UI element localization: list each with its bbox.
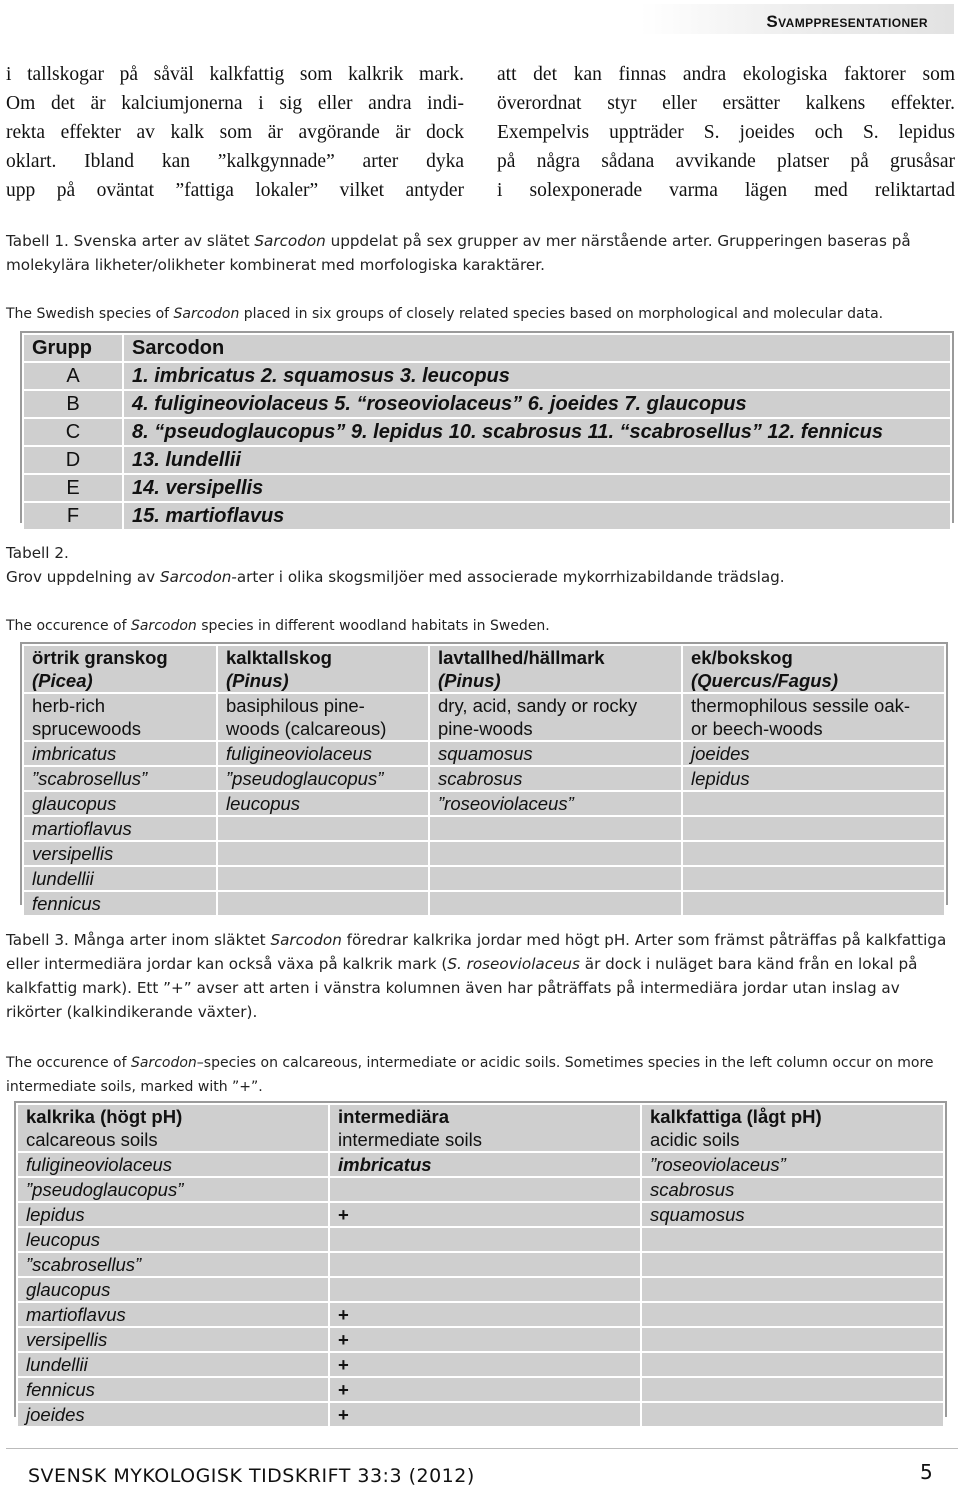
header-line: (Quercus/Fagus) — [691, 670, 838, 691]
table-row — [17, 1377, 944, 1402]
table1-caption-sv — [6, 229, 958, 277]
header-line: kalkrika (högt pH) — [26, 1106, 183, 1127]
subheader-line: sprucewoods — [32, 718, 142, 739]
species-cell: joeides — [682, 741, 945, 766]
group-cell: B — [23, 390, 123, 418]
caption-text: Grov uppdelning av — [6, 568, 160, 586]
header-cell — [641, 1104, 944, 1152]
species-cell: 14. versipellis — [123, 474, 951, 502]
subheader-line: herb-rich — [32, 695, 105, 716]
subheader-line: woods (calcareous) — [226, 718, 387, 739]
species-cell: 4. fuligineoviolaceus 5. “roseoviolaceus” 6. joeides 7. glaucopus — [123, 390, 951, 418]
body-line: rekta effekter av kalk som är avgörande är dock — [6, 122, 464, 143]
table-row — [17, 1277, 944, 1302]
header-line: acidic soils — [650, 1129, 740, 1150]
section-header-bar — [640, 4, 954, 34]
species-cell — [682, 791, 945, 816]
caption-text: -arter i olika skogsmiljöer med associerade mykorrhizabildande trädslag. — [231, 568, 785, 586]
table-row — [17, 1227, 944, 1252]
header-cell — [329, 1104, 641, 1152]
body-line: överordnat styr eller ersätter kalkens effekter. — [497, 93, 955, 114]
species-cell: fuligineoviolaceus — [217, 741, 429, 766]
plus-cell: + — [329, 1327, 641, 1352]
table-row — [17, 1252, 944, 1277]
species-cell: 1. imbricatus 2. squamosus 3. leucopus — [123, 362, 951, 390]
caption-body — [6, 565, 958, 589]
table-subheader-row — [23, 693, 945, 741]
caption-species: S. roseoviolaceus — [447, 955, 580, 973]
caption-text: The occurence of — [6, 618, 131, 634]
plus-cell: + — [329, 1352, 641, 1377]
table1-groups — [20, 331, 954, 527]
page-number: 5 — [920, 1460, 933, 1484]
species-cell — [429, 866, 682, 891]
header-line: calcareous soils — [26, 1129, 158, 1150]
subheader-cell — [682, 693, 945, 741]
table2-caption-sv — [6, 541, 958, 589]
species-cell: scabrosus — [641, 1177, 944, 1202]
group-cell: A — [23, 362, 123, 390]
table3-soils — [14, 1101, 947, 1425]
species-cell — [641, 1377, 944, 1402]
species-cell: fennicus — [17, 1377, 329, 1402]
species-cell: lepidus — [17, 1202, 329, 1227]
species-cell: ”roseoviolaceus” — [641, 1152, 944, 1177]
species-cell — [217, 891, 429, 916]
subheader-line: or beech-woods — [691, 718, 823, 739]
species-cell: lundellii — [23, 866, 217, 891]
table-row — [23, 502, 951, 530]
plus-cell — [329, 1177, 641, 1202]
plus-cell: + — [329, 1377, 641, 1402]
species-cell — [641, 1352, 944, 1377]
table-row — [17, 1402, 944, 1427]
table-row — [17, 1202, 944, 1227]
subheader-cell — [429, 693, 682, 741]
header-line: örtrik granskog — [32, 647, 168, 668]
header-cell: Sarcodon — [123, 334, 951, 362]
species-cell: lepidus — [682, 766, 945, 791]
header-line: intermediära — [338, 1106, 450, 1127]
body-line: på några sådana avvikande platser på grusåsar — [497, 151, 955, 172]
species-cell: fennicus — [23, 891, 217, 916]
species-cell: glaucopus — [23, 791, 217, 816]
plus-cell — [329, 1277, 641, 1302]
table-row — [23, 891, 945, 916]
caption-text: föredrar kalkrika jordar med högt pH. Arter som främst påträffas på kalkfattiga eller intermediära jordar kan också växa på kalkrik mark ( — [6, 931, 947, 973]
species-cell: imbricatus — [23, 741, 217, 766]
plus-cell — [329, 1227, 641, 1252]
table1-grid — [22, 333, 952, 531]
table-row — [23, 446, 951, 474]
table-row — [17, 1177, 944, 1202]
table-row — [23, 474, 951, 502]
species-cell: lundellii — [17, 1352, 329, 1377]
header-line: intermediate soils — [338, 1129, 482, 1150]
table-row — [23, 841, 945, 866]
species-cell: ”scabrosellus” — [23, 766, 217, 791]
species-cell — [217, 866, 429, 891]
species-cell: glaucopus — [17, 1277, 329, 1302]
caption-genus: Sarcodon — [270, 931, 342, 949]
table-row — [17, 1152, 944, 1177]
species-cell — [429, 841, 682, 866]
species-cell: fuligineoviolaceus — [17, 1152, 329, 1177]
subheader-line: dry, acid, sandy or rocky — [438, 695, 638, 716]
body-text-right-column — [497, 60, 955, 205]
body-line: upp på oväntat ”fattiga lokaler” vilket antyder — [6, 180, 464, 201]
header-cell — [682, 645, 945, 693]
subheader-cell — [217, 693, 429, 741]
header-line: lavtallhed/hällmark — [438, 647, 605, 668]
species-cell: joeides — [17, 1402, 329, 1427]
species-cell: imbricatus — [329, 1152, 641, 1177]
caption-text: uppdelat på sex grupper av mer närstående arter. Grupperingen baseras på molekylära likheter/olikheter kombinerat med morfologiska karaktärer. — [6, 232, 911, 274]
table-row — [17, 1352, 944, 1377]
caption-genus: Sarcodon — [130, 1055, 197, 1071]
header-line: (Pinus) — [226, 670, 289, 691]
header-line: kalktallskog — [226, 647, 332, 668]
header-cell — [429, 645, 682, 693]
footer-divider — [6, 1448, 958, 1449]
species-cell — [682, 841, 945, 866]
species-cell — [641, 1252, 944, 1277]
species-cell: leucopus — [217, 791, 429, 816]
caption-text: species in different woodland habitats in Sweden. — [196, 618, 550, 634]
table2-grid — [22, 644, 946, 917]
table-row — [17, 1327, 944, 1352]
plus-cell: + — [329, 1202, 641, 1227]
caption-genus: Sarcodon — [173, 306, 240, 322]
plus-cell: + — [329, 1402, 641, 1427]
table-row — [23, 390, 951, 418]
species-cell — [682, 866, 945, 891]
body-line: i solexponerade varma lägen med reliktartad — [497, 180, 955, 201]
species-cell: versipellis — [23, 841, 217, 866]
table-row — [23, 741, 945, 766]
body-line: i tallskogar på såväl kalkfattig som kalkrik mark. — [6, 64, 464, 85]
caption-text: The occurence of — [6, 1055, 131, 1071]
caption-text: placed in six groups of closely related species based on morphological and molecular data. — [239, 306, 884, 322]
group-cell: C — [23, 418, 123, 446]
header-line: kalkfattiga (lågt pH) — [650, 1106, 822, 1127]
species-cell: squamosus — [641, 1202, 944, 1227]
table3-grid — [16, 1103, 945, 1428]
species-cell — [641, 1302, 944, 1327]
species-cell — [217, 841, 429, 866]
plus-cell: + — [329, 1302, 641, 1327]
group-cell: F — [23, 502, 123, 530]
species-cell: martioflavus — [17, 1302, 329, 1327]
species-cell: ”scabrosellus” — [17, 1252, 329, 1277]
table-row — [23, 418, 951, 446]
caption-text: –species on calcareous, intermediate or acidic soils. Sometimes species in the left column occur on more intermediate soils, marked with ”+”. — [6, 1055, 934, 1095]
subheader-line: pine-woods — [438, 718, 533, 739]
table-row — [23, 866, 945, 891]
species-cell: 15. martioflavus — [123, 502, 951, 530]
species-cell — [641, 1402, 944, 1427]
header-cell: Grupp — [23, 334, 123, 362]
table-row — [17, 1302, 944, 1327]
journal-citation: SVENSK MYKOLOGISK TIDSKRIFT 33:3 (2012) — [28, 1465, 475, 1487]
caption-genus: Sarcodon — [130, 618, 197, 634]
header-line: (Pinus) — [438, 670, 501, 691]
header-cell — [23, 645, 217, 693]
body-text-left-column — [6, 60, 464, 205]
species-cell: 13. lundellii — [123, 446, 951, 474]
species-cell: 8. “pseudoglaucopus” 9. lepidus 10. scabrosus 11. “scabrosellus” 12. fennicus — [123, 418, 951, 446]
species-cell — [217, 816, 429, 841]
table-row — [23, 816, 945, 841]
table1-caption-en — [6, 302, 958, 326]
caption-genus: Sarcodon — [159, 568, 232, 586]
species-cell — [641, 1277, 944, 1302]
table2-habitats — [20, 642, 948, 914]
caption-text: är dock i nuläget bara känd från en lokal på kalkfattig mark). Ett ”+” avser att arten i vänstra kolumnen även har påträffats på intermediära jordar utan inslag av rikörter (kalkindikerande växter). — [6, 955, 918, 1021]
table-row — [23, 791, 945, 816]
species-cell — [641, 1227, 944, 1252]
body-line: Om det är kalciumjonerna i sig eller andra indi- — [6, 93, 464, 114]
table-row — [23, 362, 951, 390]
species-cell — [682, 816, 945, 841]
group-cell: D — [23, 446, 123, 474]
section-title: Svamppresentationer — [766, 12, 928, 31]
species-cell: squamosus — [429, 741, 682, 766]
group-cell: E — [23, 474, 123, 502]
table-header-row — [23, 334, 951, 362]
subheader-cell — [23, 693, 217, 741]
species-cell: versipellis — [17, 1327, 329, 1352]
species-cell: scabrosus — [429, 766, 682, 791]
table-header-row — [23, 645, 945, 693]
caption-genus: Sarcodon — [254, 232, 326, 250]
species-cell: ”pseudoglaucopus” — [217, 766, 429, 791]
table2-caption-en — [6, 614, 958, 638]
header-cell — [217, 645, 429, 693]
table-header-row — [17, 1104, 944, 1152]
body-line: oklart. Ibland kan ”kalkgynnade” arter dyka — [6, 151, 464, 172]
species-cell — [641, 1327, 944, 1352]
plus-cell — [329, 1252, 641, 1277]
species-cell: leucopus — [17, 1227, 329, 1252]
body-line: att det kan finnas andra ekologiska faktorer som — [497, 64, 955, 85]
header-cell — [17, 1104, 329, 1152]
caption-text: Tabell 1. Svenska arter av slätet — [6, 232, 255, 250]
species-cell: ”pseudoglaucopus” — [17, 1177, 329, 1202]
caption-text: Tabell 3. Många arter inom släktet — [6, 931, 271, 949]
table3-caption-en — [6, 1051, 958, 1099]
species-cell: ”roseoviolaceus” — [429, 791, 682, 816]
header-line: (Picea) — [32, 670, 93, 691]
species-cell: martioflavus — [23, 816, 217, 841]
species-cell — [429, 891, 682, 916]
table-row — [23, 766, 945, 791]
caption-text: The Swedish species of — [6, 306, 174, 322]
caption-title: Tabell 2. — [6, 544, 69, 562]
table3-caption-sv — [6, 928, 958, 1024]
species-cell — [429, 816, 682, 841]
subheader-line: basiphilous pine- — [226, 695, 365, 716]
species-cell — [682, 891, 945, 916]
subheader-line: thermophilous sessile oak- — [691, 695, 911, 716]
body-line: Exempelvis uppträder S. joeides och S. lepidus — [497, 122, 955, 143]
header-line: ek/bokskog — [691, 647, 793, 668]
